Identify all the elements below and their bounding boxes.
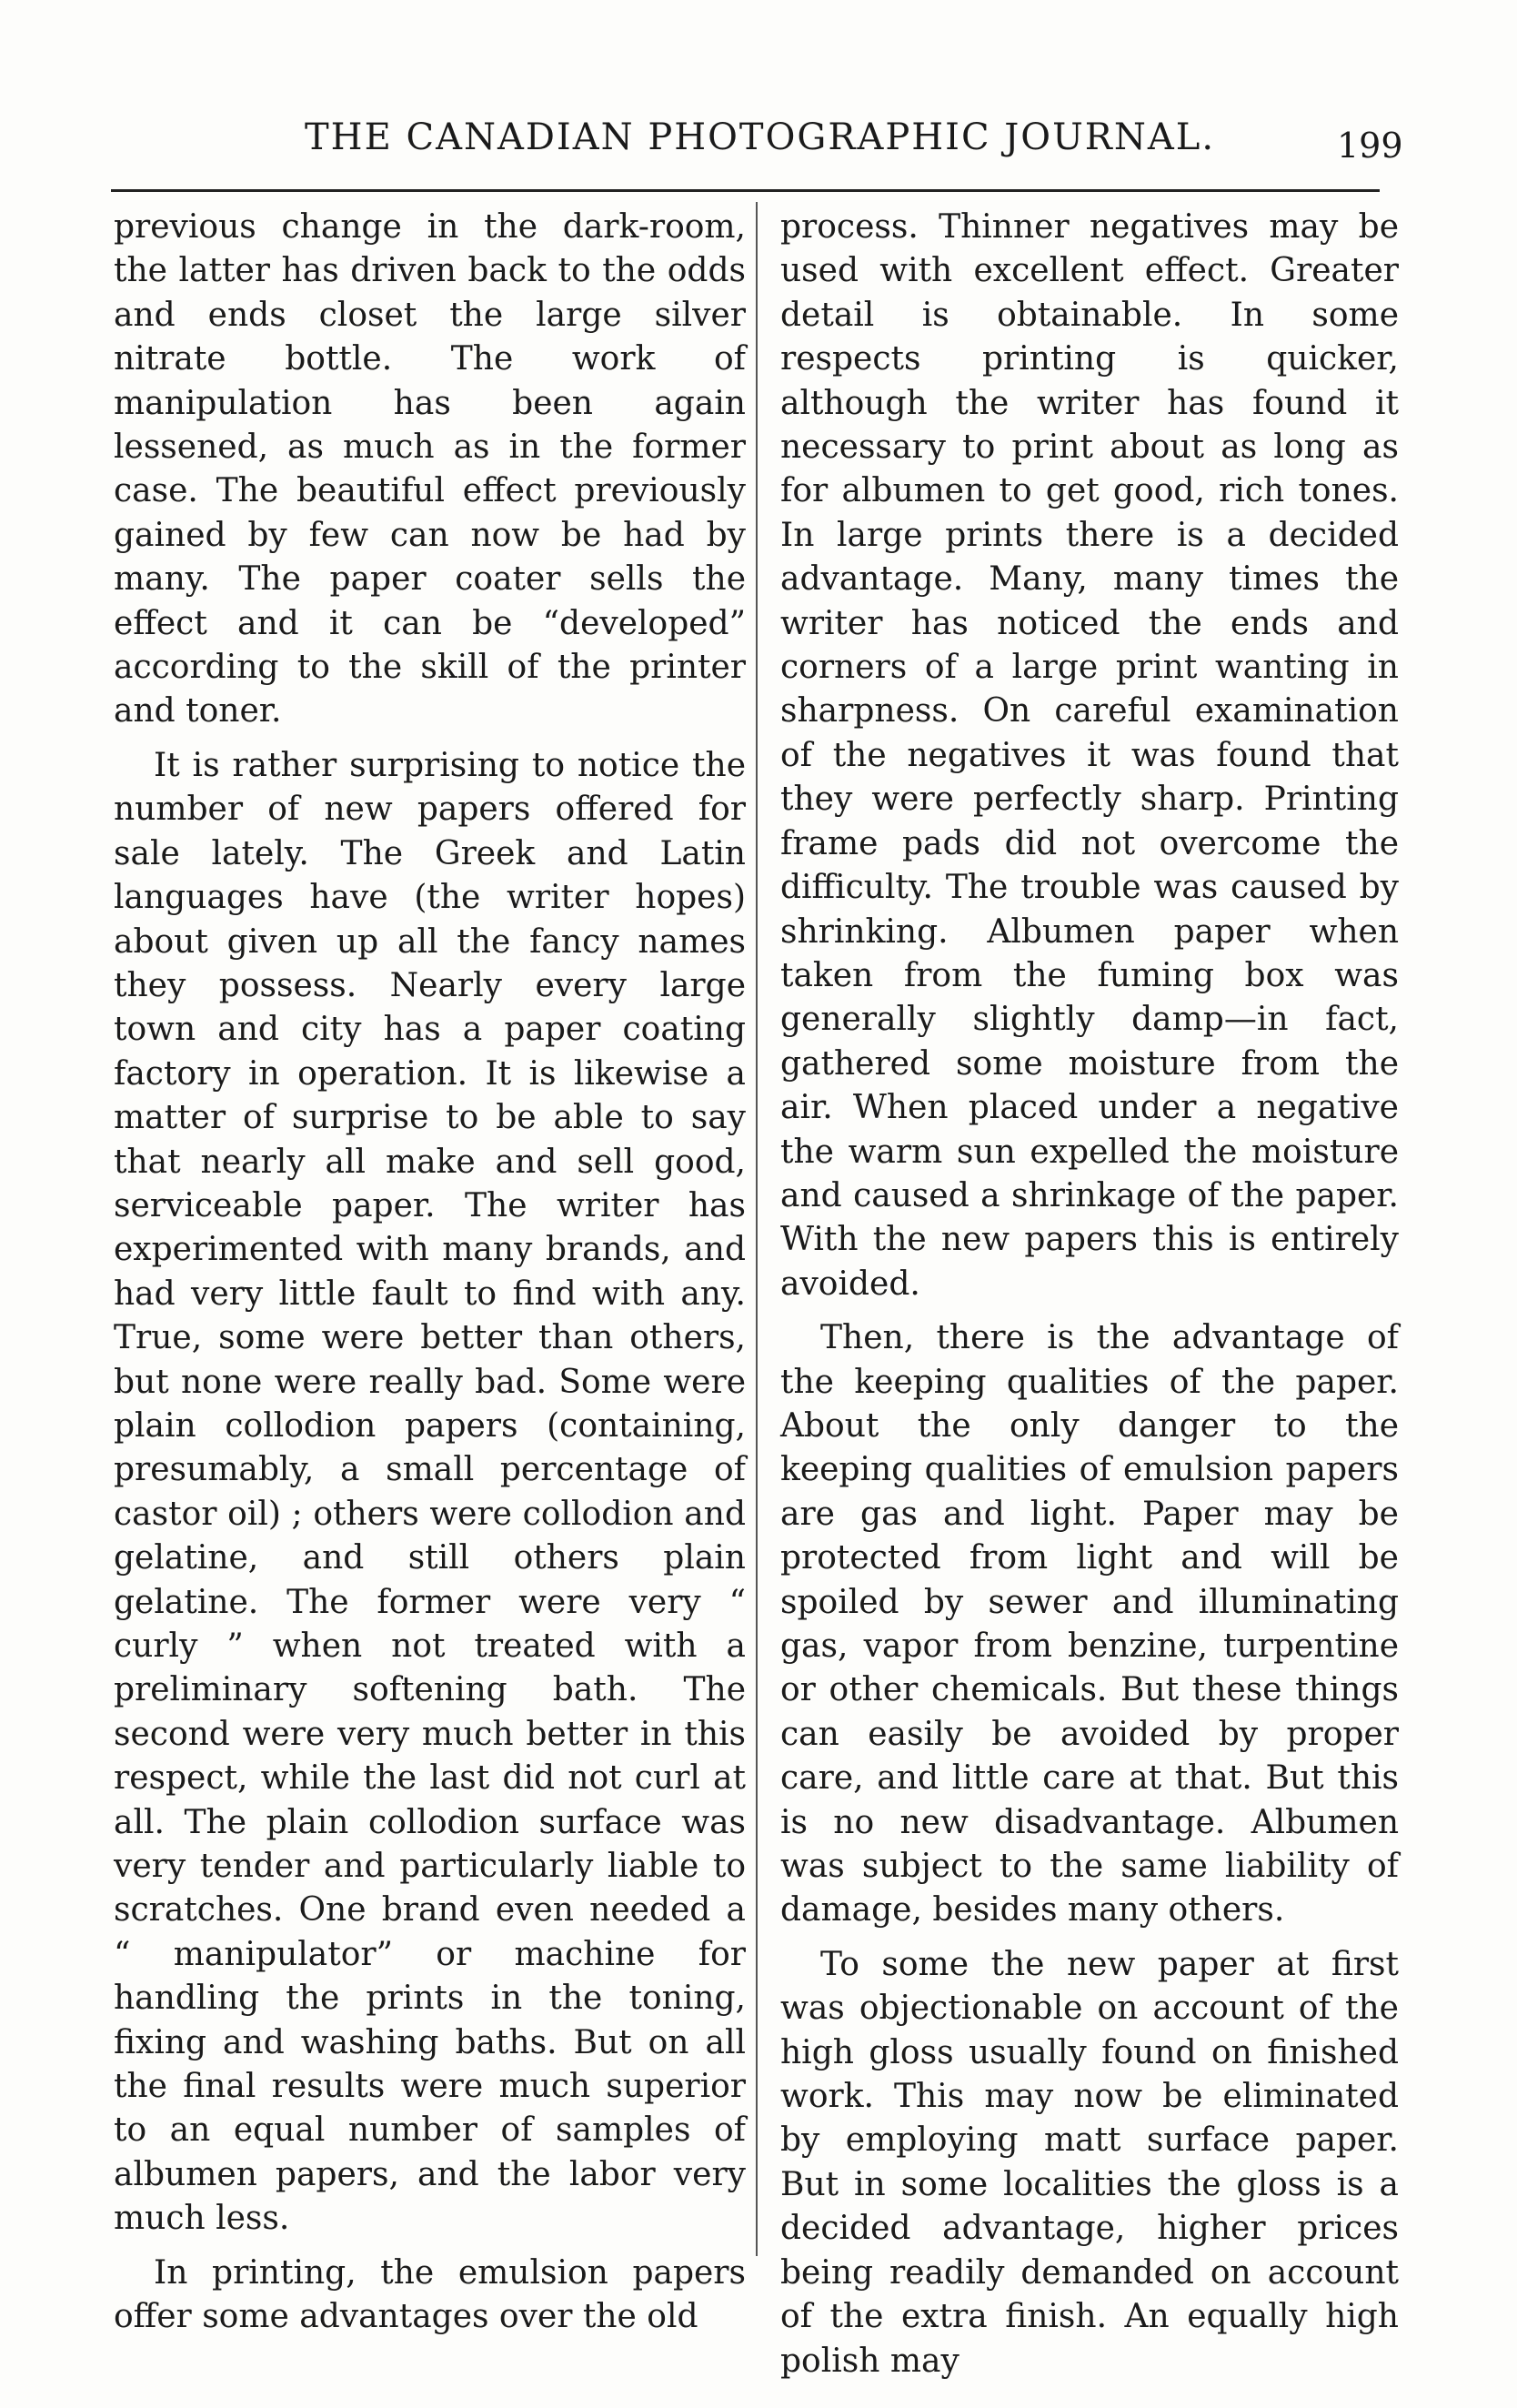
paragraph: In printing, the emulsion papers offer some advantages over the old: [114, 2253, 746, 2336]
column-divider: [756, 202, 758, 2256]
paragraph: It is rather surprising to notice the number of new papers offered for sale lately. The Greek and Latin languages have (the writer hopes) about given up all the fancy names they possess. Nearly every large town and city has a paper coating factory in operation. It is likewise a matter of surprise to be able to say that nearly all make and sell good, serviceable paper. The writer has experimented with many brands, and had very little fault to find with any. True, some were better than others, but none were really bad. Some were plain collodion papers (containing, presumably, a small percentage of castor oil) ; others were collodion and gelatine, and still others plain gelatine. The former were very “ curly ” when not treated with a preliminary softening bath. The second were very much better in this respect, while the last did not curl at all. The plain collodion surface was very tender and particularly liable to scratches. One brand even needed a “ manipulator” or machine for handling the prints in the toning, fixing and washing baths. But on all the final results were much superior to an equal number of samples of albumen papers, and the labor very much less.: [114, 746, 746, 2238]
page-number: 199: [1337, 126, 1403, 166]
paragraph: To some the new paper at first was objectionable on account of the high gloss usually found on finished work. This may now be eliminated by employing matt surface paper. But in some localities the gloss is a decided advantage, higher prices being readily demanded on account of the extra finish. An equally high polish may: [780, 1945, 1399, 2380]
running-title: THE CANADIAN PHOTOGRAPHIC JOURNAL.: [305, 116, 1216, 158]
paragraph: previous change in the dark-room, the latter has driven back to the odds and ends closet the large silver nitrate bottle. The work of manipulation has been again lessened, as much as in the former case. The beautiful effect previously gained by few can now be had by many. The paper coater sells the effect and it can be “developed” according to the skill of the printer and toner.: [114, 208, 746, 730]
paragraph: process. Thinner negatives may be used with excellent effect. Greater detail is obtainable. In some respects printing is quicker, although the writer has found it necessary to print about as long as for albumen to get good, rich tones. In large prints there is a decided advantage. Many, many times the writer has noticed the ends and corners of a large print wanting in sharpness. On careful examination of the negatives it was found that they were perfectly sharp. Printing frame pads did not overcome the difficulty. The trouble was caused by shrinking. Albumen paper when taken from the fuming box was generally slightly damp—in fact, gathered some moisture from the air. When placed under a negative the warm sun expelled the moisture and caused a shrinkage of the paper. With the new papers this is entirely avoided.: [780, 208, 1399, 1303]
left-column: [114, 206, 746, 2350]
header-rule: [111, 189, 1380, 192]
right-column: [780, 206, 1399, 2393]
paragraph: Then, there is the advantage of the keeping qualities of the paper. About the only danger to the keeping qualities of emulsion papers are gas and light. Paper may be protected from light and will be spoiled by sewer and illuminating gas, vapor from benzine, turpentine or other chemicals. But these things can easily be avoided by proper care, and little care at that. But this is no new disadvantage. Albumen was subject to the same liability of damage, besides many others.: [780, 1319, 1399, 1929]
